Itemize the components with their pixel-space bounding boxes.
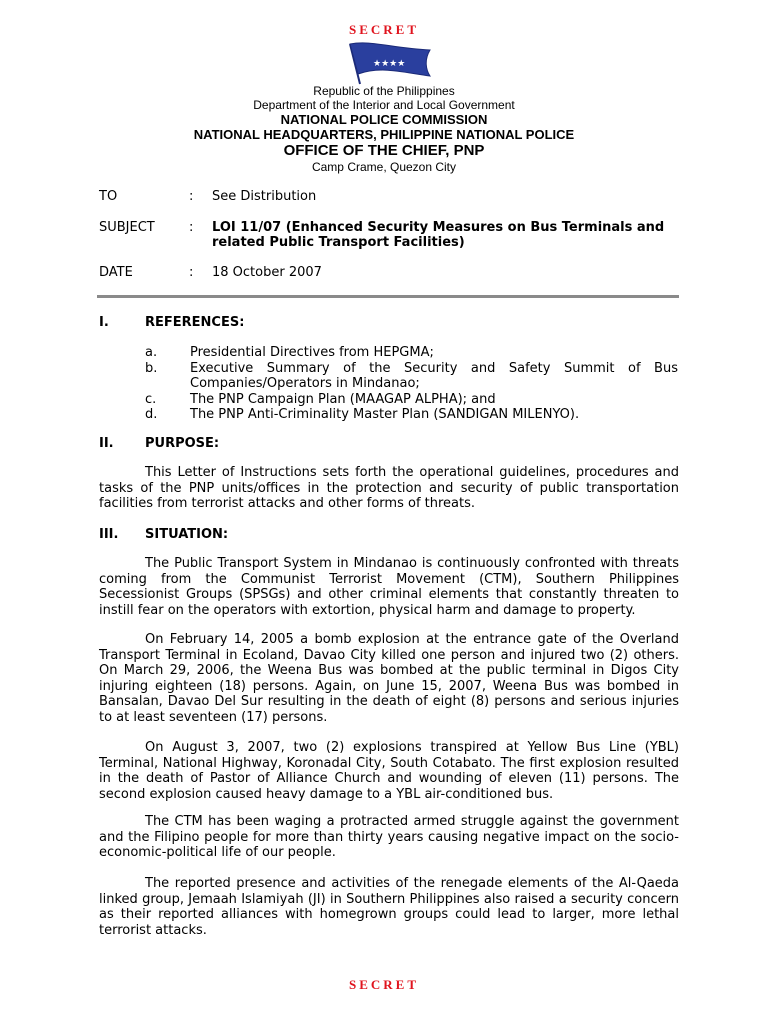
list-item bbox=[145, 345, 678, 361]
list-item-text: The PNP Anti-Criminality Master Plan (SANDIGAN MILENYO). bbox=[190, 407, 580, 422]
section-number: III. bbox=[99, 527, 119, 542]
list-item-letter: d. bbox=[145, 407, 158, 422]
list-item bbox=[145, 361, 678, 392]
section-title: SITUATION: bbox=[145, 527, 229, 542]
subject-label: SUBJECT bbox=[99, 220, 155, 235]
headquarters-line: NATIONAL HEADQUARTERS, PHILIPPINE NATIONAL POLICE bbox=[193, 127, 575, 142]
situation-paragraph: The reported presence and activities of the renegade elements of the Al-Qaeda linked group, Jemaah Islamiyah (JI) in Southern Philippines also raised a security concern as their reported alliances with homegrown groups could lead to larger, more lethal terrorist attacks. bbox=[99, 876, 679, 938]
classification-header: SECRET bbox=[348, 22, 420, 37]
situation-paragraph: The Public Transport System in Mindanao is continuously confronted with threats coming from the Communist Terrorist Movement (CTM), Southern Philippines Secessionist Groups (SPSGs) and other criminal elements that constantly threaten to instill fear on the operators with extortion, physical harm and damage to property. bbox=[99, 556, 679, 618]
list-item bbox=[145, 407, 678, 423]
list-item-text: Executive Summary of the Security and Safety Summit of Bus Companies/Operators in Mindanao; bbox=[190, 360, 678, 391]
list-item bbox=[145, 392, 678, 408]
list-item-letter: b. bbox=[145, 360, 158, 376]
section-title: REFERENCES: bbox=[145, 315, 245, 330]
department-line: Department of the Interior and Local Government bbox=[253, 98, 515, 112]
to-label: TO bbox=[99, 189, 118, 204]
republic-line: Republic of the Philippines bbox=[313, 84, 455, 98]
commission-line: NATIONAL POLICE COMMISSION bbox=[280, 112, 488, 127]
list-item-text: Presidential Directives from HEPGMA; bbox=[190, 345, 434, 360]
date-value: 18 October 2007 bbox=[212, 265, 322, 280]
header-divider bbox=[97, 295, 679, 298]
subject-colon: : bbox=[189, 220, 194, 235]
situation-paragraph: On August 3, 2007, two (2) explosions transpired at Yellow Bus Line (YBL) Terminal, National Highway, Koronadal City, South Cotabato. The first explosion resulted in the death of Pastor of Alliance Church and wounding of eleven (11) persons. The second explosion caused heavy damage to a YBL air-conditioned bus. bbox=[99, 740, 679, 802]
list-item-letter: c. bbox=[145, 391, 157, 407]
date-colon: : bbox=[189, 265, 194, 280]
section-number: I. bbox=[99, 315, 109, 330]
to-colon: : bbox=[189, 189, 194, 204]
classification-footer: SECRET bbox=[348, 977, 420, 992]
section-title: PURPOSE: bbox=[145, 436, 220, 451]
section-number: II. bbox=[99, 436, 114, 451]
four-star-flag-icon bbox=[346, 40, 432, 86]
subject-value: LOI 11/07 (Enhanced Security Measures on Bus Terminals and related Public Transport Facilities) bbox=[212, 220, 665, 250]
svg-text:★★★★: ★★★★ bbox=[373, 59, 406, 69]
references-list bbox=[145, 345, 678, 423]
date-label: DATE bbox=[99, 265, 133, 280]
address-line: Camp Crame, Quezon City bbox=[311, 160, 457, 174]
list-item-letter: a. bbox=[145, 345, 158, 360]
situation-paragraph: On February 14, 2005 a bomb explosion at the entrance gate of the Overland Transport Terminal in Ecoland, Davao City killed one person and injured two (2) others. On March 29, 2006, the Weena Bus was bombed at the public terminal in Digos City injuring eighteen (18) persons. Again, on June 15, 2007, Weena Bus was bombed in Bansalan, Davao Del Sur resulting in the death of eight (8) persons and serious injuries to at least seventeen (17) persons. bbox=[99, 632, 679, 725]
situation-paragraph: The CTM has been waging a protracted armed struggle against the government and the Filipino people for more than thirty years causing negative impact on the socio-economic-political life of our people. bbox=[99, 814, 679, 860]
list-item-text: The PNP Campaign Plan (MAAGAP ALPHA); and bbox=[190, 391, 496, 407]
purpose-paragraph: This Letter of Instructions sets forth the operational guidelines, procedures and tasks of the PNP units/offices in the protection and security of public transportation facilities from terrorist attacks and other forms of threats. bbox=[99, 465, 679, 511]
to-value: See Distribution bbox=[212, 189, 317, 204]
office-line: OFFICE OF THE CHIEF, PNP bbox=[283, 142, 485, 159]
